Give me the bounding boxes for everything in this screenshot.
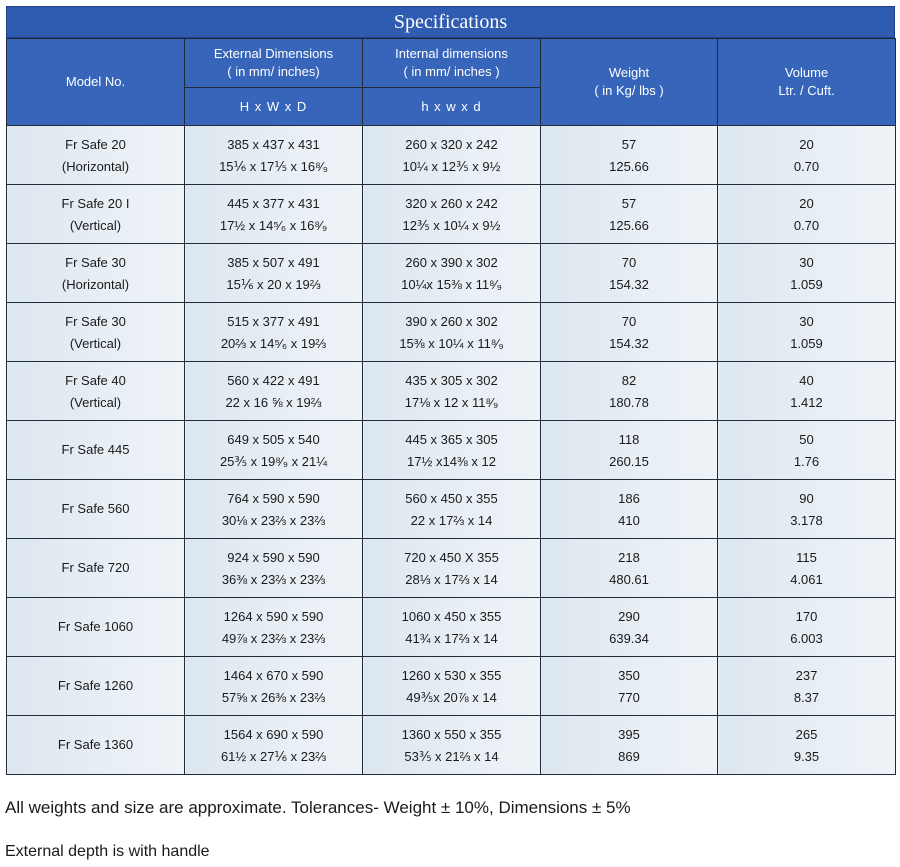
cell-weight [541, 185, 718, 244]
cell-volume-line2: 9.35 [793, 748, 820, 764]
cell-internal-dimensions-line1: 560 x 450 x 355 [405, 490, 498, 506]
cell-internal-dimensions-line1: 390 x 260 x 302 [405, 313, 498, 329]
header-external-sub: H x W x D [185, 88, 363, 126]
cell-external-dimensions-line1: 385 x 507 x 491 [227, 254, 320, 270]
cell-model-line2: (Horizontal) [61, 276, 130, 292]
cell-model [7, 480, 185, 539]
cell-internal-dimensions [363, 303, 541, 362]
cell-internal-dimensions [363, 244, 541, 303]
cell-weight-line1: 82 [621, 372, 637, 388]
cell-model-line2: (Vertical) [69, 217, 122, 233]
cell-volume-line1: 50 [799, 431, 814, 447]
cell-external-dimensions [185, 362, 363, 421]
cell-internal-dimensions [363, 362, 541, 421]
cell-internal-dimensions-line2: 17⅛ x 12 x 11⁸⁄₉ [404, 394, 499, 410]
cell-weight-line2: 125.66 [609, 217, 649, 233]
header-external-line1: External Dimensions [213, 46, 334, 61]
cell-internal-dimensions-line2: 28⅓ x 17⅔ x 14 [405, 571, 498, 587]
cell-weight [541, 244, 718, 303]
cell-external-dimensions-line1: 764 x 590 x 590 [227, 490, 320, 506]
cell-weight-line1: 395 [618, 726, 640, 742]
cell-volume-line1: 30 [799, 254, 814, 270]
table-row [7, 362, 896, 421]
table-row [7, 716, 896, 775]
cell-external-dimensions-line1: 1264 x 590 x 590 [223, 608, 324, 624]
header-weight-line2: ( in Kg/ lbs ) [594, 83, 664, 98]
cell-internal-dimensions-line1: 435 x 305 x 302 [405, 372, 498, 388]
cell-internal-dimensions-line1: 445 x 365 x 305 [405, 431, 498, 447]
table-row [7, 185, 896, 244]
cell-weight [541, 598, 718, 657]
cell-model-line2: (Vertical) [69, 335, 122, 351]
footnote-depth: External depth is with handle [5, 843, 210, 860]
cell-volume-line2: 1.412 [790, 394, 823, 410]
header-internal-line2: ( in mm/ inches ) [403, 64, 500, 79]
cell-volume-line1: 90 [799, 490, 814, 506]
cell-external-dimensions-line2: 61½ x 27⅙ x 23⅔ [220, 748, 327, 764]
cell-external-dimensions-line1: 515 x 377 x 491 [227, 313, 320, 329]
cell-external-dimensions-line1: 924 x 590 x 590 [227, 549, 320, 565]
cell-weight-line1: 70 [621, 313, 637, 329]
header-weight [541, 39, 718, 126]
cell-internal-dimensions-line1: 260 x 390 x 302 [405, 254, 498, 270]
cell-external-dimensions-line2: 30⅛ x 23⅔ x 23⅔ [221, 512, 326, 528]
cell-volume [718, 421, 896, 480]
cell-internal-dimensions [363, 421, 541, 480]
cell-external-dimensions-line1: 560 x 422 x 491 [227, 372, 320, 388]
cell-internal-dimensions [363, 185, 541, 244]
cell-external-dimensions-line2: 22 x 16 ⅝ x 19⅔ [225, 394, 322, 410]
cell-model-line1: Fr Safe 445 [61, 442, 130, 457]
cell-internal-dimensions [363, 716, 541, 775]
cell-external-dimensions [185, 421, 363, 480]
cell-volume-line1: 265 [795, 726, 818, 742]
cell-external-dimensions-line1: 649 x 505 x 540 [227, 431, 320, 447]
cell-model [7, 598, 185, 657]
cell-volume-line1: 115 [796, 549, 817, 565]
cell-weight [541, 362, 718, 421]
cell-volume-line2: 0.70 [793, 158, 820, 174]
cell-model-line1: Fr Safe 30 [65, 254, 126, 270]
cell-weight-line2: 154.32 [609, 335, 649, 351]
header-external [185, 39, 363, 88]
specifications-table [6, 38, 896, 775]
cell-model-line1: Fr Safe 1360 [57, 737, 134, 752]
cell-model [7, 244, 185, 303]
cell-weight-line1: 218 [618, 549, 640, 565]
table-row [7, 480, 896, 539]
header-volume-line1: Volume [784, 65, 829, 80]
cell-volume [718, 539, 896, 598]
cell-internal-dimensions-line2: 10¼x 15⅜ x 11⁸⁄₉ [401, 276, 502, 292]
specifications-table-block [6, 6, 895, 775]
cell-weight [541, 716, 718, 775]
cell-weight-line1: 118 [618, 431, 640, 447]
table-row [7, 303, 896, 362]
cell-model [7, 126, 185, 185]
cell-external-dimensions-line2: 15⅙ x 20 x 19⅔ [226, 276, 321, 292]
cell-volume-line1: 170 [795, 608, 818, 624]
cell-internal-dimensions-line2: 17½ x14⅜ x 12 [407, 453, 496, 469]
header-weight-line1: Weight [608, 65, 650, 80]
cell-volume [718, 126, 896, 185]
cell-internal-dimensions-line1: 1260 x 530 x 355 [401, 667, 502, 683]
cell-weight-line2: 410 [618, 512, 640, 528]
cell-internal-dimensions-line2: 49⅗x 20⅞ x 14 [406, 689, 497, 705]
cell-model-line1: Fr Safe 560 [61, 501, 130, 516]
cell-model [7, 539, 185, 598]
cell-model-line1: Fr Safe 40 [65, 372, 126, 388]
cell-weight [541, 480, 718, 539]
table-row [7, 598, 896, 657]
cell-volume-line1: 40 [799, 372, 814, 388]
table-body [7, 126, 896, 775]
cell-model-line1: Fr Safe 30 [65, 313, 126, 329]
cell-model [7, 657, 185, 716]
header-internal-line1: Internal dimensions [395, 46, 508, 61]
cell-internal-dimensions-line2: 22 x 17⅔ x 14 [410, 512, 493, 528]
cell-internal-dimensions-line1: 260 x 320 x 242 [405, 136, 498, 152]
cell-internal-dimensions [363, 657, 541, 716]
cell-internal-dimensions [363, 480, 541, 539]
cell-weight-line1: 186 [618, 490, 640, 506]
cell-external-dimensions [185, 185, 363, 244]
cell-weight [541, 126, 718, 185]
cell-external-dimensions-line2: 20⅔ x 14⁵⁄₆ x 19⅔ [220, 335, 327, 351]
cell-model [7, 303, 185, 362]
cell-internal-dimensions [363, 598, 541, 657]
cell-internal-dimensions-line2: 15⅜ x 10¼ x 11⁸⁄₉ [399, 335, 504, 351]
cell-volume-line1: 237 [795, 667, 818, 683]
cell-weight-line2: 180.78 [609, 394, 649, 410]
cell-model-line1: Fr Safe 720 [61, 560, 130, 575]
cell-internal-dimensions-line1: 1360 x 550 x 355 [401, 726, 502, 742]
footnote-tolerances: All weights and size are approximate. Tolerances- Weight ± 10%, Dimensions ± 5% [5, 798, 631, 817]
cell-weight-line2: 260.15 [609, 453, 649, 469]
cell-weight-line2: 154.32 [609, 276, 649, 292]
cell-weight [541, 657, 718, 716]
header-model [7, 39, 185, 126]
cell-external-dimensions [185, 303, 363, 362]
cell-internal-dimensions [363, 539, 541, 598]
cell-volume [718, 716, 896, 775]
cell-volume [718, 480, 896, 539]
cell-external-dimensions [185, 244, 363, 303]
cell-external-dimensions [185, 539, 363, 598]
cell-weight-line1: 290 [618, 608, 640, 624]
cell-weight-line2: 125.66 [609, 158, 649, 174]
cell-internal-dimensions-line2: 10¼ x 12⅗ x 9½ [402, 158, 501, 174]
cell-model [7, 421, 185, 480]
cell-model [7, 716, 185, 775]
header-model-label: Model No. [65, 74, 126, 89]
cell-weight [541, 539, 718, 598]
cell-volume-line1: 30 [799, 313, 814, 329]
cell-model-line2: (Vertical) [69, 394, 122, 410]
cell-internal-dimensions-line1: 1060 x 450 x 355 [401, 608, 502, 624]
cell-volume-line2: 1.059 [790, 276, 823, 292]
cell-volume [718, 598, 896, 657]
cell-volume-line2: 8.37 [793, 689, 820, 705]
header-internal-sub: h x w x d [363, 88, 541, 126]
cell-external-dimensions-line2: 36⅜ x 23⅔ x 23⅔ [221, 571, 326, 587]
cell-weight-line1: 70 [621, 254, 637, 270]
cell-volume [718, 362, 896, 421]
cell-volume-line2: 0.70 [793, 217, 820, 233]
cell-volume-line2: 3.178 [790, 512, 823, 528]
cell-external-dimensions [185, 716, 363, 775]
cell-volume-line2: 1.059 [790, 335, 823, 351]
cell-model-line1: Fr Safe 20 [65, 136, 126, 152]
cell-volume-line1: 20 [799, 195, 814, 211]
cell-volume [718, 185, 896, 244]
cell-internal-dimensions-line2: 41¾ x 17⅔ x 14 [405, 630, 498, 646]
header-external-line2: ( in mm/ inches) [227, 64, 320, 79]
cell-model-line1: Fr Safe 20 I [61, 195, 130, 211]
cell-weight-line1: 57 [621, 136, 637, 152]
cell-external-dimensions-line1: 1564 x 690 x 590 [223, 726, 324, 742]
cell-volume [718, 303, 896, 362]
table-row [7, 244, 896, 303]
cell-volume [718, 244, 896, 303]
header-volume [718, 39, 896, 126]
table-title: Specifications [6, 6, 895, 38]
cell-model-line1: Fr Safe 1060 [57, 619, 134, 634]
cell-external-dimensions-line1: 385 x 437 x 431 [227, 136, 320, 152]
cell-volume-line2: 4.061 [790, 571, 823, 587]
header-volume-line2: Ltr. / Cuft. [778, 83, 835, 98]
header-internal [363, 39, 541, 88]
table-row [7, 421, 896, 480]
cell-volume-line2: 6.003 [790, 630, 823, 646]
cell-external-dimensions [185, 657, 363, 716]
cell-external-dimensions-line1: 1464 x 670 x 590 [223, 667, 324, 683]
cell-external-dimensions [185, 480, 363, 539]
cell-external-dimensions-line2: 49⅞ x 23⅔ x 23⅔ [221, 630, 326, 646]
cell-internal-dimensions-line1: 720 x 450 X 355 [404, 549, 499, 565]
cell-volume [718, 657, 896, 716]
cell-external-dimensions-line2: 17½ x 14⁵⁄₆ x 16⁸⁄₉ [219, 217, 328, 233]
cell-model-line1: Fr Safe 1260 [57, 678, 134, 693]
table-row [7, 126, 896, 185]
cell-weight [541, 421, 718, 480]
cell-model-line2: (Horizontal) [61, 158, 130, 174]
cell-external-dimensions-line2: 57⅝ x 26⅜ x 23⅔ [221, 689, 326, 705]
cell-weight [541, 303, 718, 362]
cell-external-dimensions [185, 126, 363, 185]
cell-internal-dimensions-line1: 320 x 260 x 242 [405, 195, 498, 211]
cell-external-dimensions-line2: 15⅙ x 17⅕ x 16⁸⁄₉ [219, 158, 328, 174]
cell-weight-line2: 639.34 [609, 630, 649, 646]
cell-weight-line1: 350 [618, 667, 640, 683]
cell-weight-line1: 57 [621, 195, 637, 211]
cell-weight-line2: 869 [618, 748, 640, 764]
cell-volume-line2: 1.76 [793, 453, 820, 469]
cell-model [7, 185, 185, 244]
cell-internal-dimensions-line2: 53⅗ x 21⅔ x 14 [404, 748, 499, 764]
table-row [7, 657, 896, 716]
cell-model [7, 362, 185, 421]
cell-external-dimensions [185, 598, 363, 657]
cell-weight-line2: 770 [618, 689, 640, 705]
cell-external-dimensions-line2: 25⅗ x 19⁸⁄₉ x 21¼ [219, 453, 328, 469]
cell-external-dimensions-line1: 445 x 377 x 431 [227, 195, 320, 211]
table-row [7, 539, 896, 598]
cell-volume-line1: 20 [799, 136, 814, 152]
cell-internal-dimensions-line2: 12⅗ x 10¼ x 9½ [402, 217, 501, 233]
cell-internal-dimensions [363, 126, 541, 185]
cell-weight-line2: 480.61 [609, 571, 649, 587]
